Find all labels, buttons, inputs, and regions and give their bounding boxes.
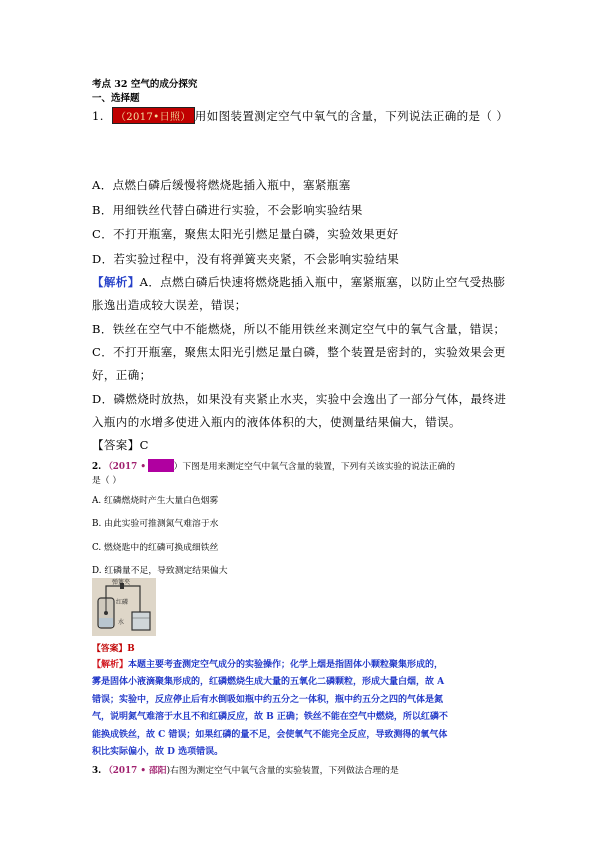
answer: 【答案】B [92, 644, 135, 654]
analysis-line: 能换成铁丝，故 C 错误；如果红磷的量不足，会使氧气不能完全反应，导致测得的氧气体 [92, 730, 448, 740]
section-heading: 一、选择题 [92, 93, 140, 104]
question-1-stem [92, 107, 508, 124]
analysis-line: D．磷燃烧时放热，如果没有夹紧止水夹，实验中会逸出了一部分气体，最终进 [92, 392, 507, 406]
option-a: A. 红磷燃烧时产生大量白色烟雾 [92, 496, 219, 506]
analysis-label: 【解析】 [92, 275, 140, 289]
question-number: 3. [92, 766, 102, 776]
option-b: B. 由此实验可推测氮气难溶于水 [92, 519, 219, 529]
option-c: C．不打开瓶塞，聚焦太阳光引燃足量白磷，实验效果更好 [92, 227, 399, 241]
topic-heading: 考点 32 空气的成分探究 [92, 79, 198, 90]
analysis-line: 好，正确； [92, 368, 152, 382]
source-tag: （2017•日照） [112, 107, 195, 124]
answer: 【答案】C [92, 438, 149, 452]
analysis-line: 【解析】A．点燃白磷后快速将燃烧匙插入瓶中，塞紧瓶塞，以防止空气受热膨 [92, 275, 506, 289]
analysis-line: 错误；实验中，反应停止后有水倒吸如瓶中约五分之一体积，瓶中约五分之四的气体是氮 [92, 695, 444, 705]
analysis-label: 【解析】 [92, 660, 129, 670]
source-tag: （2017 • 邵阳 [103, 766, 167, 776]
water-label: 水 [118, 619, 125, 626]
option-c: C. 燃烧匙中的红磷可换成细铁丝 [92, 543, 219, 553]
question-text: 用如图装置测定空气中氧气的含量，下列说法正确的是（ ） [194, 109, 509, 123]
analysis-line: 雾是固体小液滴聚集形成的，红磷燃烧生成大量的五氧化二磷颗粒，形成大量白烟，故 A [92, 677, 445, 687]
question-3-stem [92, 763, 399, 776]
analysis-line: 胀逸出造成较大误差，错误； [92, 298, 247, 312]
apparatus-drawing [92, 578, 156, 636]
option-a: A．点燃白磷后缓慢将燃烧匙插入瓶中，塞紧瓶塞 [92, 178, 351, 192]
source-city: 桂林 [148, 459, 174, 472]
question-number: 1. [92, 109, 104, 123]
analysis-line: 气，说明氮气难溶于水且不和红磷反应，故 B 正确；铁丝不能在空气中燃烧，所以红磷不 [92, 712, 448, 722]
source-year: （2017 • [103, 462, 146, 472]
question-2-stem-line2: 是（ ） [92, 476, 122, 486]
clamp-label: 弹簧夹 [112, 579, 131, 586]
question-text: )右图为测定空气中氧气含量的实验装置，下列做法合理的是 [166, 766, 399, 776]
option-d: D．若实验过程中，没有将弹簧夹夹紧，不会影响实验结果 [92, 252, 400, 266]
option-d: D. 红磷量不足，导致测定结果偏大 [92, 566, 228, 576]
phosphorus-label: 红磷 [116, 599, 129, 606]
analysis-line: 【解析】本题主要考查测定空气成分的实验操作；化学上烟是指固体小颗粒聚集形成的， [92, 660, 444, 670]
analysis-line: B．铁丝在空气中不能燃烧，所以不能用铁丝来测定空气中的氧气含量，错误； [92, 322, 506, 336]
analysis-line: C．不打开瓶塞，聚焦太阳光引燃足量白磷，整个装置是密封的，实验效果会更 [92, 345, 506, 359]
question-2-stem [92, 459, 455, 472]
analysis-line: 积比实际偏小，故 D 选项错误。 [92, 747, 224, 757]
question-number: 2. [92, 462, 102, 472]
option-b: B．用细铁丝代替白磷进行实验，不会影响实验结果 [92, 203, 363, 217]
question-text: ）下图是用来测定空气中氧气含量的装置，下列有关该实验的说法正确的 [173, 462, 456, 472]
apparatus-figure [92, 578, 156, 636]
analysis-line: 入瓶内的水增多使进入瓶内的液体体积的大，使测量结果偏大，错误。 [92, 415, 461, 429]
